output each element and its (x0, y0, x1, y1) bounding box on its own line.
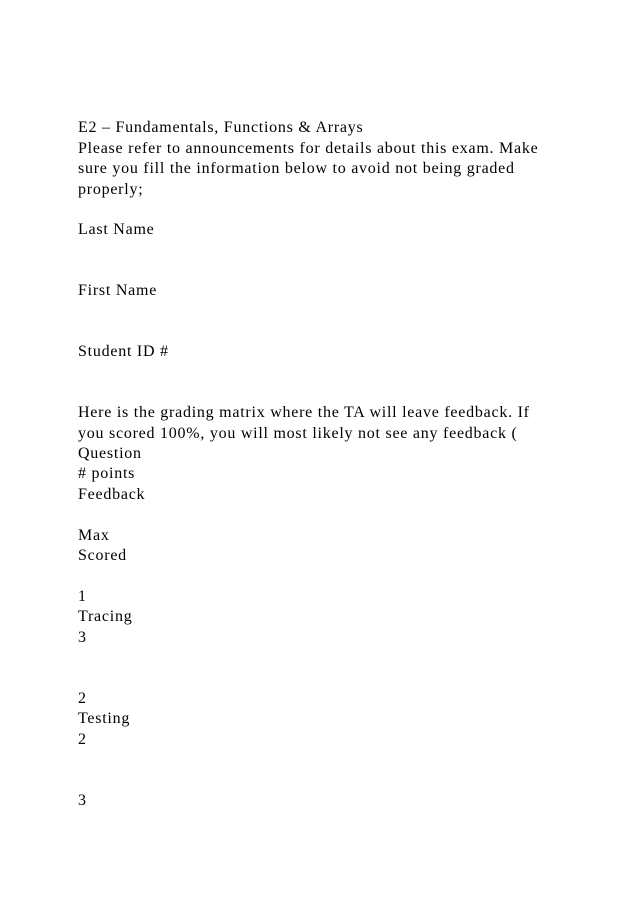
header-feedback: Feedback (78, 486, 146, 503)
header-scored: Scored (78, 547, 127, 564)
row-2-max: 2 (78, 731, 87, 748)
intro-line-1: Please refer to announcements for details about this exam. Make (78, 140, 539, 157)
grading-intro-line-1: Here is the grading matrix where the TA will leave feedback. If (78, 404, 530, 421)
intro-line-2: sure you fill the information below to avoid not being graded (78, 160, 515, 177)
row-1-number: 1 (78, 588, 87, 605)
first-name-label: First Name (78, 282, 158, 299)
student-id-label: Student ID # (78, 343, 169, 360)
row-2-topic: Testing (78, 710, 131, 727)
header-points: # points (78, 465, 136, 482)
document-title: E2 – Fundamentals, Functions & Arrays (78, 119, 364, 136)
row-2-number: 2 (78, 690, 87, 707)
header-question: Question (78, 445, 142, 462)
grading-intro-line-2: you scored 100%, you will most likely not see any feedback ( (78, 425, 518, 442)
row-1-max: 3 (78, 629, 87, 646)
last-name-label: Last Name (78, 221, 155, 238)
header-max: Max (78, 527, 110, 544)
row-1-topic: Tracing (78, 608, 133, 625)
intro-line-3: properly; (78, 181, 144, 198)
row-3-number: 3 (78, 792, 87, 809)
